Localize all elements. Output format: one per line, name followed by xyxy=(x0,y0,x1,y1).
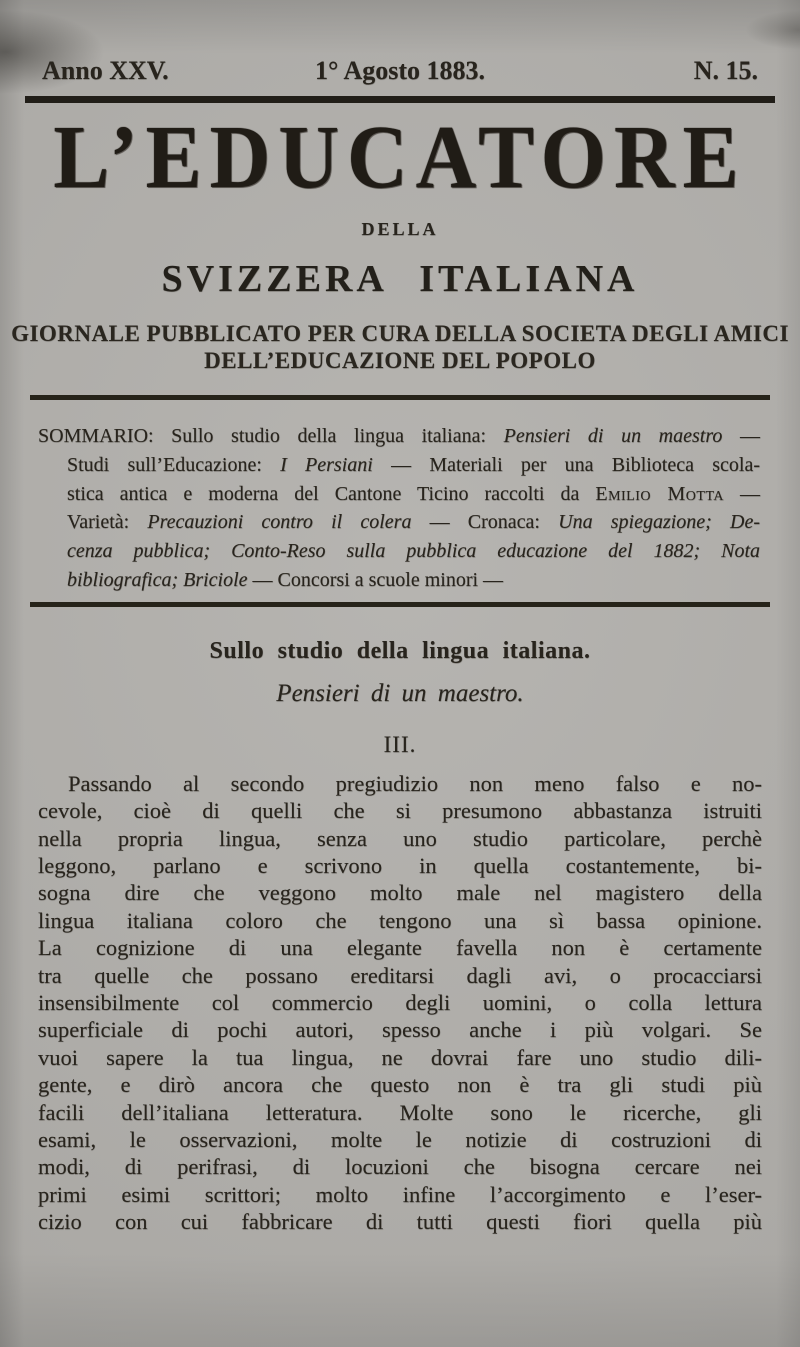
text-run: stica antica e moderna del Cantone Ticino raccolti da xyxy=(67,482,596,505)
smallcaps-run: Emilio Motta xyxy=(595,482,725,505)
text-line: insensibilmente col commercio degli uomini, o colla lettura xyxy=(38,990,762,1016)
header-rule xyxy=(25,96,775,103)
masthead-tagline xyxy=(0,320,800,374)
issue-date: 1° Agosto 1883. xyxy=(314,56,485,85)
text-run: Studi sull’Educazione: xyxy=(67,453,281,476)
text-run: Varietà: xyxy=(67,511,148,534)
sommario-top-rule xyxy=(30,395,770,400)
issue-volume: Anno XXV. xyxy=(42,56,169,85)
text-line xyxy=(38,422,760,451)
text-line: sogna dire che veggono molto male nel magistero della xyxy=(38,880,762,906)
text-line xyxy=(67,508,760,537)
sommario-block xyxy=(38,422,760,595)
text-line: cevole, cioè di quelli che si presumono abbastanza istruiti xyxy=(38,798,762,824)
italic-run: Pensieri di un maestro xyxy=(503,425,723,447)
text-line: cizio con cui fabbricare di tutti questi fiori quella più xyxy=(38,1209,762,1235)
italic-run: Una spiegazione; De- xyxy=(558,511,760,534)
masthead-della: DELLA xyxy=(361,219,439,239)
italic-run: cenza pubblica; Conto-Reso sulla pubblica educazione del 1882; Nota xyxy=(67,540,760,563)
article-body xyxy=(38,770,762,1236)
article xyxy=(0,637,800,1236)
italic-run: Precauzioni contro il colera xyxy=(147,511,412,534)
text-line: nella propria lingua, senza uno studio particolare, perchè xyxy=(38,825,762,851)
article-subtitle: Pensieri di un maestro. xyxy=(276,679,524,707)
masthead-title: L’EDUCATORE xyxy=(53,107,747,208)
text-line: facili dell’italiana letteratura. Molte sono le ricerche, gli xyxy=(38,1099,762,1125)
sommario-bottom-rule xyxy=(30,602,770,607)
text-run: — xyxy=(722,425,760,447)
text-line: lingua italiana coloro che tengono una sì bassa opinione. xyxy=(38,907,762,933)
text-line: primi esimi scrittori; molto infine l’accorgimento e l’eser- xyxy=(38,1181,762,1207)
italic-run: bibliografica; Briciole xyxy=(67,568,248,591)
text-line xyxy=(67,480,760,509)
text-line: La cognizione di una elegante favella non è certamente xyxy=(38,935,762,961)
text-line: vuoi sapere la tua lingua, ne dovrai fare uno studio dili- xyxy=(38,1044,762,1070)
text-line: gente, e dirò ancora che questo non è tra gli studi più xyxy=(38,1072,762,1098)
text-run: — Cronaca: xyxy=(411,511,559,534)
text-run: SOMMARIO: Sullo studio della lingua italiana: xyxy=(38,425,504,447)
issue-header xyxy=(42,56,758,86)
chapter-numeral: III. xyxy=(383,731,417,757)
text-line: Passando al secondo pregiudizio non meno falso e no- xyxy=(68,770,762,796)
article-title: Sullo studio della lingua italiana. xyxy=(209,637,591,664)
text-line: esami, le osservazioni, molte le notizie di costruzioni di xyxy=(38,1127,762,1153)
text-line: superficiale di pochi autori, spesso anche i più volgari. Se xyxy=(38,1017,762,1043)
text-line: tra quelle che possano ereditarsi dagli avi, o procacciarsi xyxy=(38,962,762,988)
text-run: — xyxy=(724,482,761,505)
text-line xyxy=(67,451,760,480)
italic-run: I Persiani xyxy=(280,453,373,476)
text-run: — Concorsi a scuole minori — xyxy=(247,568,504,591)
text-line xyxy=(67,566,760,595)
text-line: modi, di perifrasi, di locuzioni che bisogna cercare nei xyxy=(38,1154,762,1180)
masthead-subtitle: SVIZZERA ITALIANA xyxy=(161,258,639,300)
tagline-line-1: GIORNALE PUBBLICATO PER CURA DELLA SOCIETA DEGLI AMICI xyxy=(11,321,789,346)
text-line: leggono, parlano e scrivono in quella costantemente, bi- xyxy=(38,853,762,878)
text-run: — Materiali per una Biblioteca scola- xyxy=(372,453,760,476)
text-line xyxy=(67,537,760,566)
issue-number: N. 15. xyxy=(693,56,758,85)
tagline-line-2: DELL’EDUCAZIONE DEL POPOLO xyxy=(204,348,596,373)
